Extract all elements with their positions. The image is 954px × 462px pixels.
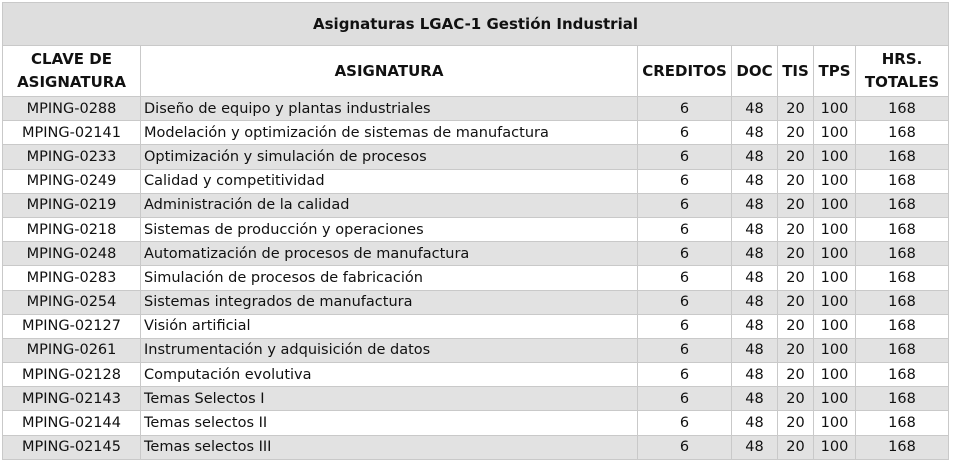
cell-tps: 100: [814, 387, 856, 411]
cell-asignatura: Visión artificial: [141, 314, 638, 338]
table-row: [3, 169, 949, 193]
cell-clave: MPING-0283: [3, 266, 141, 290]
cell-clave: MPING-0219: [3, 193, 141, 217]
table-row: [3, 97, 949, 121]
cell-asignatura: Simulación de procesos de fabricación: [141, 266, 638, 290]
cell-hrs: 168: [856, 97, 949, 121]
table-row: [3, 145, 949, 169]
header-clave-line1: CLAVE DE: [31, 50, 112, 68]
cell-doc: 48: [732, 193, 778, 217]
cell-tis: 20: [778, 290, 814, 314]
cell-tps: 100: [814, 145, 856, 169]
cell-hrs: 168: [856, 169, 949, 193]
cell-doc: 48: [732, 338, 778, 362]
cell-hrs: 168: [856, 387, 949, 411]
cell-tis: 20: [778, 193, 814, 217]
cell-asignatura: Computación evolutiva: [141, 363, 638, 387]
table-row: [3, 338, 949, 362]
header-clave-line2: ASIGNATURA: [17, 73, 126, 91]
cell-creditos: 6: [638, 435, 732, 459]
cell-doc: 48: [732, 217, 778, 241]
cell-doc: 48: [732, 411, 778, 435]
cell-creditos: 6: [638, 97, 732, 121]
header-row: [3, 46, 949, 97]
cell-hrs: 168: [856, 290, 949, 314]
cell-creditos: 6: [638, 363, 732, 387]
cell-asignatura: Temas selectos II: [141, 411, 638, 435]
cell-tps: 100: [814, 266, 856, 290]
table-row: [3, 266, 949, 290]
header-creditos: CREDITOS: [638, 46, 732, 97]
table-row: [3, 121, 949, 145]
cell-tis: 20: [778, 435, 814, 459]
header-clave: [3, 46, 141, 97]
cell-asignatura: Automatización de procesos de manufactura: [141, 242, 638, 266]
header-tps: TPS: [814, 46, 856, 97]
cell-creditos: 6: [638, 411, 732, 435]
cell-tis: 20: [778, 266, 814, 290]
cell-asignatura: Sistemas de producción y operaciones: [141, 217, 638, 241]
cell-creditos: 6: [638, 145, 732, 169]
cell-creditos: 6: [638, 217, 732, 241]
cell-creditos: 6: [638, 266, 732, 290]
cell-hrs: 168: [856, 435, 949, 459]
table-title: Asignaturas LGAC-1 Gestión Industrial: [3, 3, 949, 46]
cell-asignatura: Modelación y optimización de sistemas de manufactura: [141, 121, 638, 145]
cell-clave: MPING-0248: [3, 242, 141, 266]
cell-asignatura: Instrumentación y adquisición de datos: [141, 338, 638, 362]
cell-asignatura: Administración de la calidad: [141, 193, 638, 217]
header-tis: TIS: [778, 46, 814, 97]
header-hrs: [856, 46, 949, 97]
cell-doc: 48: [732, 387, 778, 411]
cell-tps: 100: [814, 314, 856, 338]
header-asignatura: ASIGNATURA: [141, 46, 638, 97]
cell-tis: 20: [778, 121, 814, 145]
table-row: [3, 242, 949, 266]
cell-clave: MPING-0249: [3, 169, 141, 193]
table-row: [3, 290, 949, 314]
cell-tis: 20: [778, 242, 814, 266]
cell-tps: 100: [814, 242, 856, 266]
cell-tps: 100: [814, 363, 856, 387]
header-hrs-line1: HRS.: [881, 50, 923, 68]
cell-tps: 100: [814, 411, 856, 435]
cell-hrs: 168: [856, 338, 949, 362]
cell-clave: MPING-0218: [3, 217, 141, 241]
table-row: [3, 435, 949, 459]
cell-doc: 48: [732, 363, 778, 387]
cell-tps: 100: [814, 435, 856, 459]
cell-creditos: 6: [638, 338, 732, 362]
cell-doc: 48: [732, 145, 778, 169]
cell-doc: 48: [732, 314, 778, 338]
cell-creditos: 6: [638, 121, 732, 145]
cell-tps: 100: [814, 290, 856, 314]
cell-clave: MPING-02144: [3, 411, 141, 435]
cell-tis: 20: [778, 338, 814, 362]
cell-doc: 48: [732, 435, 778, 459]
cell-hrs: 168: [856, 411, 949, 435]
cell-asignatura: Optimización y simulación de procesos: [141, 145, 638, 169]
cell-tps: 100: [814, 217, 856, 241]
cell-creditos: 6: [638, 242, 732, 266]
table-row: [3, 363, 949, 387]
cell-clave: MPING-02128: [3, 363, 141, 387]
cell-doc: 48: [732, 242, 778, 266]
cell-creditos: 6: [638, 290, 732, 314]
cell-tps: 100: [814, 97, 856, 121]
cell-tis: 20: [778, 387, 814, 411]
header-doc: DOC: [732, 46, 778, 97]
cell-creditos: 6: [638, 193, 732, 217]
table-row: [3, 411, 949, 435]
cell-asignatura: Diseño de equipo y plantas industriales: [141, 97, 638, 121]
cell-tps: 100: [814, 193, 856, 217]
cell-tps: 100: [814, 169, 856, 193]
cell-asignatura: Temas selectos III: [141, 435, 638, 459]
cell-hrs: 168: [856, 121, 949, 145]
cell-clave: MPING-02143: [3, 387, 141, 411]
cell-tis: 20: [778, 169, 814, 193]
cell-hrs: 168: [856, 193, 949, 217]
cell-clave: MPING-0288: [3, 97, 141, 121]
cell-clave: MPING-02145: [3, 435, 141, 459]
cell-hrs: 168: [856, 266, 949, 290]
cell-tis: 20: [778, 314, 814, 338]
table-row: [3, 314, 949, 338]
cell-doc: 48: [732, 290, 778, 314]
cell-clave: MPING-0233: [3, 145, 141, 169]
table-row: [3, 193, 949, 217]
cell-doc: 48: [732, 169, 778, 193]
cell-asignatura: Calidad y competitividad: [141, 169, 638, 193]
cell-tps: 100: [814, 338, 856, 362]
cell-doc: 48: [732, 97, 778, 121]
cell-hrs: 168: [856, 314, 949, 338]
table-row: [3, 217, 949, 241]
subjects-table: [2, 2, 949, 460]
cell-hrs: 168: [856, 242, 949, 266]
cell-tis: 20: [778, 145, 814, 169]
subjects-table-container: [2, 2, 949, 460]
cell-hrs: 168: [856, 145, 949, 169]
cell-doc: 48: [732, 266, 778, 290]
cell-clave: MPING-02127: [3, 314, 141, 338]
table-row: [3, 387, 949, 411]
cell-clave: MPING-0254: [3, 290, 141, 314]
cell-clave: MPING-02141: [3, 121, 141, 145]
cell-tis: 20: [778, 217, 814, 241]
cell-tis: 20: [778, 411, 814, 435]
cell-asignatura: Temas Selectos I: [141, 387, 638, 411]
cell-asignatura: Sistemas integrados de manufactura: [141, 290, 638, 314]
cell-tps: 100: [814, 121, 856, 145]
header-hrs-line2: TOTALES: [864, 73, 940, 91]
cell-hrs: 168: [856, 217, 949, 241]
cell-creditos: 6: [638, 169, 732, 193]
cell-creditos: 6: [638, 387, 732, 411]
cell-creditos: 6: [638, 314, 732, 338]
cell-hrs: 168: [856, 363, 949, 387]
cell-clave: MPING-0261: [3, 338, 141, 362]
cell-tis: 20: [778, 97, 814, 121]
cell-doc: 48: [732, 121, 778, 145]
cell-tis: 20: [778, 363, 814, 387]
